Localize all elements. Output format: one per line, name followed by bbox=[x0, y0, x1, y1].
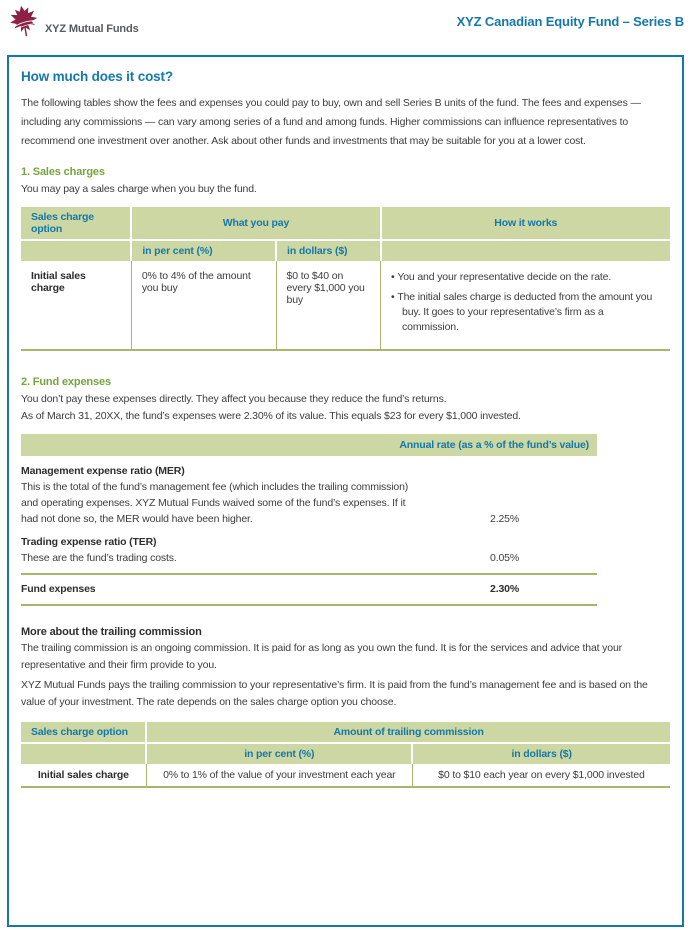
fund-expenses-section bbox=[21, 376, 670, 606]
logo-text: XYZ Mutual Funds bbox=[45, 23, 139, 35]
cost-intro-paragraph: The following tables show the fees and expenses you could pay to buy, own and sell Series B units of the fund. The fees and expenses — including any commissions — can vary among series of a fund and among funds. Higher commissions can influence representatives to recommend one investment over another. Ask about other funds and investments that may be suitable for you at a lower cost. bbox=[21, 97, 641, 147]
maple-leaf-icon bbox=[6, 3, 42, 41]
annual-rate-header-bar: Annual rate (as a % of the fund’s value) bbox=[21, 434, 597, 456]
sales-charges-intro: You may pay a sales charge when you buy the fund. bbox=[21, 183, 257, 195]
header-what-you-pay: What you pay bbox=[131, 207, 380, 240]
mer-title: Management expense ratio (MER) bbox=[21, 465, 185, 477]
header-sales-charge-option: Sales charge option bbox=[21, 722, 146, 743]
cell-sales-charge-option: Initial sales charge bbox=[21, 261, 131, 350]
table-header-row-2 bbox=[21, 240, 670, 261]
fund-expenses-total-label: Fund expenses bbox=[21, 583, 96, 595]
header-how-it-works: How it works bbox=[381, 207, 670, 240]
table-header-row-1 bbox=[21, 722, 670, 743]
cell-percent: 0% to 1% of the value of your investment each year bbox=[146, 764, 412, 787]
fund-expenses-line1: You don’t pay these expenses directly. They affect you because they reduce the fund’s returns. bbox=[21, 393, 447, 405]
header-empty-cell bbox=[21, 743, 146, 764]
header-empty-cell bbox=[21, 240, 131, 261]
how-it-works-bullet-2: • The initial sales charge is deducted from the amount you buy. It goes to your representative’s firm as a commission. bbox=[391, 290, 660, 335]
sales-charges-table bbox=[21, 207, 670, 351]
how-it-works-bullet-1: • You and your representative decide on the rate. bbox=[391, 270, 660, 285]
fund-expenses-total-value: 2.30% bbox=[490, 583, 520, 595]
fund-title: XYZ Canadian Equity Fund – Series B bbox=[456, 14, 684, 29]
table-row bbox=[21, 261, 670, 350]
document-body-box bbox=[7, 55, 684, 927]
ter-description: These are the fund’s trading costs. bbox=[21, 552, 177, 564]
expense-row-mer bbox=[21, 456, 597, 527]
header-in-per-cent: in per cent (%) bbox=[146, 743, 412, 764]
header-amount-of-trailing-commission: Amount of trailing commission bbox=[146, 722, 670, 743]
cell-sales-charge-option: Initial sales charge bbox=[21, 764, 146, 787]
expense-row-ter-text bbox=[21, 534, 490, 566]
heading-fund-expenses: 2. Fund expenses bbox=[21, 376, 111, 388]
trailing-commission-section bbox=[21, 626, 670, 788]
cell-how-it-works bbox=[381, 261, 670, 350]
cell-percent: 0% to 4% of the amount you buy bbox=[131, 261, 276, 350]
heading-sales-charges: 1. Sales charges bbox=[21, 166, 105, 178]
table-header-row-1 bbox=[21, 207, 670, 240]
header-sales-charge-option: Sales charge option bbox=[21, 207, 131, 240]
trailing-commission-table bbox=[21, 722, 670, 788]
heading-trailing-commission: More about the trailing commission bbox=[21, 626, 202, 638]
document-header bbox=[0, 0, 691, 55]
header-in-per-cent: in per cent (%) bbox=[131, 240, 276, 261]
expense-row-ter bbox=[21, 527, 597, 566]
section-title-cost: How much does it cost? bbox=[21, 69, 173, 84]
trailing-paragraph-2: XYZ Mutual Funds pays the trailing commission to your representative’s firm. It is paid from the fund’s management fee and is based on the value of your investment. The rate depends on the sales charge option you choose. bbox=[21, 679, 648, 708]
company-logo bbox=[6, 3, 139, 41]
fund-expenses-table bbox=[21, 456, 597, 606]
header-in-dollars: in dollars ($) bbox=[276, 240, 380, 261]
mer-value: 2.25% bbox=[490, 513, 520, 525]
table-header-row-2 bbox=[21, 743, 670, 764]
header-empty-cell bbox=[381, 240, 670, 261]
fund-expenses-total-row bbox=[21, 573, 597, 606]
table-row bbox=[21, 764, 670, 787]
ter-value: 0.05% bbox=[490, 552, 520, 564]
trailing-paragraph-1: The trailing commission is an ongoing commission. It is paid for as long as you own the fund. It is for the services and advice that your representative and their firm provide to you. bbox=[21, 642, 623, 671]
cell-dollars: $0 to $10 each year on every $1,000 invested bbox=[412, 764, 670, 787]
header-in-dollars: in dollars ($) bbox=[412, 743, 670, 764]
ter-title: Trading expense ratio (TER) bbox=[21, 536, 157, 548]
expense-row-mer-text bbox=[21, 463, 490, 527]
cell-dollars: $0 to $40 on every $1,000 you buy bbox=[276, 261, 380, 350]
mer-description: This is the total of the fund’s management fee (which includes the trailing commission) and operating expenses. XYZ Mutual Funds waived some of the fund’s expenses. If it had not done so, the MER would have been higher. bbox=[21, 481, 409, 525]
fund-expenses-line2: As of March 31, 20XX, the fund’s expenses were 2.30% of its value. This equals $23 for every $1,000 invested. bbox=[21, 410, 521, 422]
